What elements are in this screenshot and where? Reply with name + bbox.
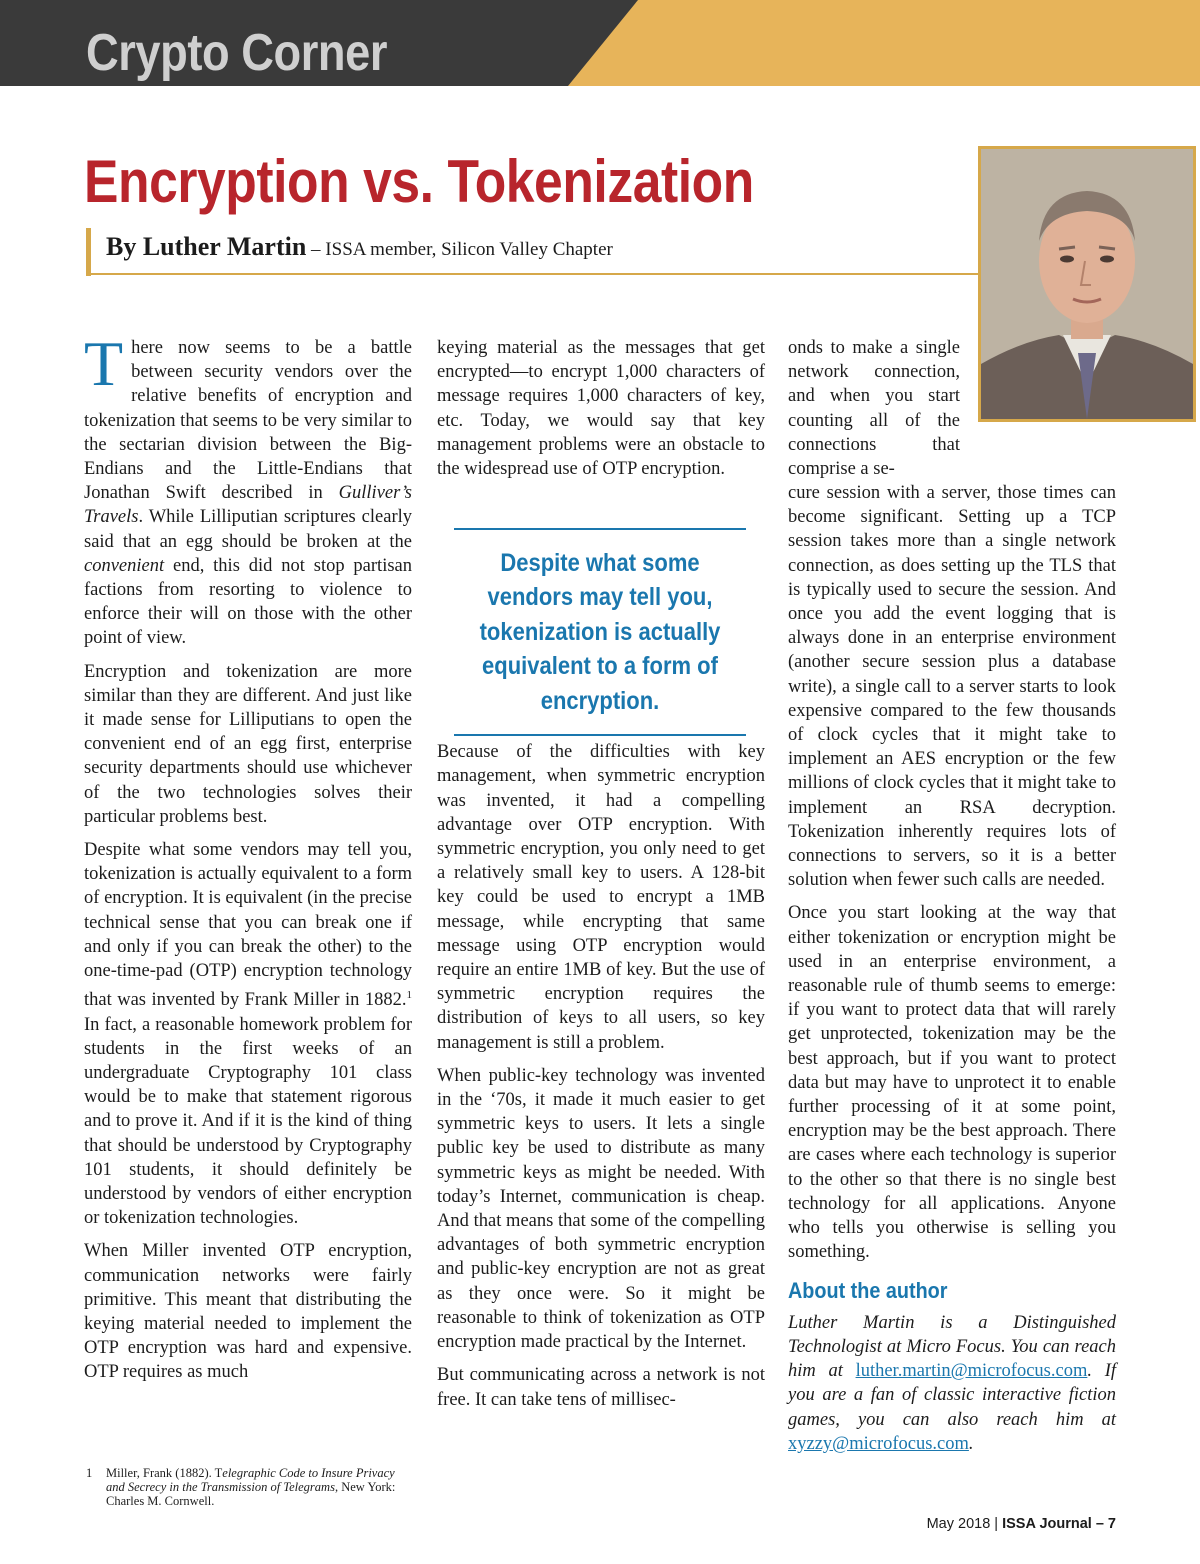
paragraph-text: . While Lilliputian scriptures clearly said that an egg should be broken at the <box>84 507 412 552</box>
footnote-number: 1 <box>86 1466 93 1480</box>
journal-page: ISSA Journal – 7 <box>1002 1516 1116 1532</box>
about-text: . If you are a fan of classic interactive fiction games, you can also reach him at <box>788 1361 1116 1430</box>
paragraph-text: Despite what some vendors may tell you, tokenization is actually equivalent to a form of encryption. It is equivalent (in the precise technical sense that you can break one if and only if you can break the other) to the one-time-pad (OTP) encryption technology that was invented by Frank Miller in 1882. <box>84 840 412 1011</box>
author-portrait-icon <box>981 149 1193 419</box>
article-column-2 <box>437 336 765 1421</box>
issue-date: May 2018 | <box>926 1516 1003 1532</box>
paragraph: Encryption and tokenization are more similar than they are different. And just like it made sense for Lilliputians to open the convenient end of an egg first, enterprise security departments should use whichever of the two technologies solves their particular problems best. <box>84 661 412 827</box>
footnote-ref: 1 <box>406 989 412 1002</box>
about-text: . <box>968 1433 974 1454</box>
pull-quote <box>454 528 746 736</box>
footnote-text <box>106 1466 414 1508</box>
byline-accent-bar <box>86 228 91 276</box>
paragraph: cure session with a server, those times can become significant. Setting up a TCP session takes more than a single network connection, as does setting up the TLS that is typically used to secure the session. And once you add the event logging that is always done in an enterprise environment (another secure session plus a database write), a single call to a server starts to look expensive compared to the few thousands of clock cycles that it might take to implement an AES encryption or the few millions of clock cycles that it might take to implement an RSA decryption. Tokenization inherently requires lots of connections to servers, so it is a better solution when fewer such calls are needed. <box>788 483 1116 891</box>
about-text: Luther Martin is a Distinguished Technologist at Micro Focus. You can reach him at <box>788 1312 1116 1382</box>
author-affiliation: – ISSA member, Silicon Valley Chapter <box>311 239 613 260</box>
paragraph: keying material as the messages that get encrypted—to encrypt 1,000 characters of message requires 1,000 characters of key, etc. Today, we would say that key management problems were an obstacle to the widespread use of OTP encryption. <box>437 338 765 480</box>
paragraph-text: In fact, a reasonable homework problem for students in the first weeks of an undergraduate Cryptography 101 class would be to make that statement rigorous and to prove it. And if it is the kind of thing that should be understood by Cryptography 101 students, it should definitely be understood by vendors of either encryption or tokenization technologies. <box>84 1014 412 1229</box>
footnote-text-part: Miller, Frank (1882). T <box>106 1466 223 1480</box>
byline <box>106 232 613 262</box>
article-title: Encryption vs. Tokenization <box>84 148 754 215</box>
paragraph: When public-key technology was invented in the ‘70s, it made it much easier to get symmetric keys to users. It lets a single public key be used to distribute as many symmetric keys as might be needed. With today’s Internet, communication is cheap. And that means that some of the compelling advantages of both symmetric encryption and public-key encryption are not as great as they once were. So it might be reasonable to think of tokenization as OTP encryption made practical by the Internet. <box>437 1065 765 1353</box>
header-banner <box>0 0 1200 86</box>
paragraph <box>84 838 412 1230</box>
article-column-3 <box>788 481 1116 1465</box>
footnote-text-part: , New York: Charles M. Cornwell. <box>106 1480 396 1508</box>
pull-quote-text: Despite what some vendors may tell you, tokenization is actually equivalent to a form of encryption. <box>479 548 721 715</box>
emphasis-text: convenient <box>84 555 165 576</box>
article-column-1 <box>84 328 412 1394</box>
section-title: Crypto Corner <box>86 24 388 82</box>
email-link-1[interactable]: luther.martin@microfocus.com <box>855 1361 1088 1382</box>
page-footer <box>780 1516 1116 1532</box>
author-name: By Luther Martin <box>106 232 307 261</box>
article-column-3-top <box>788 336 960 490</box>
author-photo <box>978 146 1196 422</box>
paragraph: Because of the difficulties with key management, when symmetric encryption was invented, it had a compelling advantage over OTP encryption. With symmetric encryption, you only need to get a relatively small key to users. A 128-bit key could be used to encrypt a 1MB message, while encrypting that same message using OTP encryption would require an entire 1MB of key. But the use of symmetric encryption requires the distribution of keys to all users, so key management is still a problem. <box>437 742 765 1053</box>
paragraph: onds to make a single network connection, and when you start counting all of the connections that comprise a se- <box>788 338 960 480</box>
paragraph: But communicating across a network is not free. It can take tens of millisec- <box>437 1365 765 1410</box>
footnote-title: elegraphic Code to Insure Privacy and Secrecy in the Transmission of Telegrams <box>106 1466 395 1494</box>
about-author-heading: About the author <box>788 1277 948 1303</box>
book-title: Gulliver’s Travels <box>84 483 412 528</box>
paragraph: Once you start looking at the way that either tokenization or encryption might be used in an enterprise environment, a reasonable rule of thumb seems to emerge: if you want to protect data that will rarely get unprotected, tokenization may be the best approach, but if you want to protect data but may have to unprotect it to enable further processing of it at some point, encryption may be the best approach. There are cases where each technology is superior to the other so that there is no single best technology for all applications. Anyone who tells you otherwise is selling you something. <box>788 903 1116 1263</box>
about-author-text <box>788 1311 1116 1456</box>
paragraph-text: end, this did not stop partisan factions from resorting to violence to enforce their will on those with the other point of view. <box>84 555 412 649</box>
email-link-2[interactable]: xyzzy@microfocus.com <box>788 1433 969 1454</box>
paragraph: When Miller invented OTP encryption, communication networks were fairly primitive. This meant that distributing the keying material needed to implement the OTP encryption was hard and expensive. OTP requires as much <box>84 1241 412 1383</box>
drop-cap: T <box>84 328 124 399</box>
paragraph-text: here now seems to be a battle between security vendors over the relative benefits of encryption and tokenization that seems to be very similar to the sectarian division between the Big-Endians and the Little-Endians that Jonathan Swift described in <box>84 338 412 504</box>
paragraph-intro <box>84 328 412 651</box>
footnote <box>84 1466 414 1508</box>
byline-divider <box>86 273 980 275</box>
